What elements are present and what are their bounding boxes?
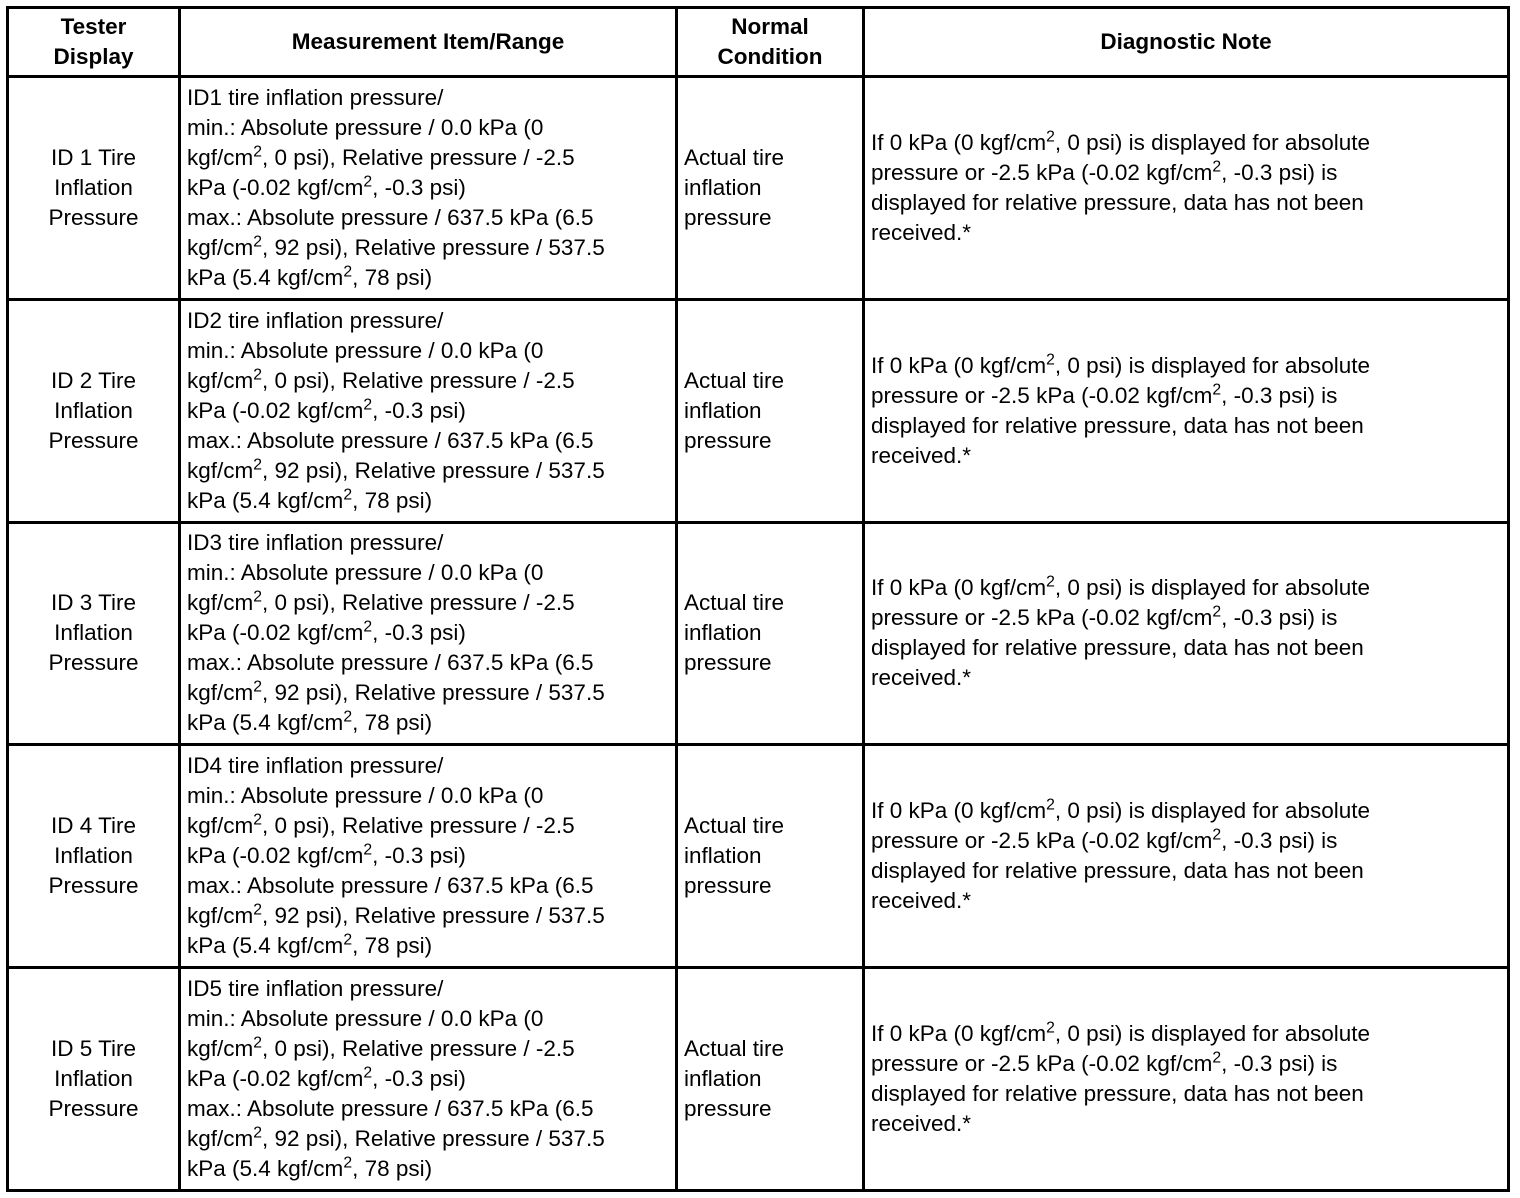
cell-diagnostic-note (864, 522, 1509, 745)
text-line (871, 573, 1497, 603)
header-measurement-item-range: Measurement Item/Range (180, 8, 677, 77)
text-line (187, 751, 667, 781)
text-line (187, 901, 667, 931)
text-segment: , 0 psi), Relative pressure / -2.5 (262, 144, 575, 170)
superscript: 2 (253, 901, 263, 919)
text-segment: , -0.3 psi) is (1221, 828, 1338, 854)
text-line (187, 486, 667, 516)
cell-normal-condition (677, 77, 864, 300)
superscript: 2 (363, 841, 373, 859)
superscript: 2 (1046, 128, 1055, 146)
superscript: 2 (253, 233, 263, 251)
text-line (187, 974, 667, 1004)
text-segment: kgf/cm (187, 144, 254, 170)
text-line: Actual tire (684, 590, 785, 616)
text-line: pressure (684, 650, 772, 676)
text-segment: , -0.3 psi) (372, 174, 466, 200)
text-segment: , 78 psi) (352, 1156, 433, 1182)
text-line: inflation (684, 843, 762, 869)
text-line (187, 263, 667, 293)
text-line (187, 558, 667, 588)
text-segment: pressure or -2.5 kPa (-0.02 kgf/cm (871, 1051, 1213, 1077)
text-segment: received.* (871, 665, 972, 691)
cell-tester-display (8, 77, 180, 300)
text-segment: kPa (-0.02 kgf/cm (187, 174, 364, 200)
superscript: 2 (253, 1034, 263, 1052)
superscript: 2 (1212, 603, 1222, 621)
text-line (871, 128, 1497, 158)
text-segment: kgf/cm (187, 680, 254, 706)
text-segment: ID3 tire inflation pressure/ (187, 530, 444, 556)
table-row (8, 299, 1509, 522)
text-segment: received.* (871, 1111, 972, 1137)
text-line (187, 931, 667, 961)
text-segment: kPa (5.4 kgf/cm (187, 487, 344, 513)
text-segment: , 78 psi) (352, 710, 433, 736)
superscript: 2 (253, 1124, 263, 1142)
text-line: Inflation (54, 1066, 133, 1092)
text-segment: , 0 psi), Relative pressure / -2.5 (262, 813, 575, 839)
text-segment: kPa (-0.02 kgf/cm (187, 620, 364, 646)
superscript: 2 (253, 366, 263, 384)
text-segment: min.: Absolute pressure / 0.0 kPa (0 (187, 560, 544, 586)
text-segment: If 0 kPa (0 kgf/cm (871, 575, 1047, 601)
text-segment: , 92 psi), Relative pressure / 537.5 (262, 234, 605, 260)
superscript: 2 (253, 588, 263, 606)
cell-normal-condition (677, 968, 864, 1191)
text-line: Actual tire (684, 367, 785, 393)
text-line (187, 1124, 667, 1154)
text-line: pressure (684, 1096, 772, 1122)
text-segment: , -0.3 psi) (372, 397, 466, 423)
text-segment: kgf/cm (187, 590, 254, 616)
text-line: Pressure (48, 204, 139, 230)
superscript: 2 (253, 456, 263, 474)
text-line (187, 113, 667, 143)
text-segment: , -0.3 psi) is (1221, 1051, 1338, 1077)
superscript: 2 (253, 811, 263, 829)
text-line (187, 1094, 667, 1124)
text-segment: , -0.3 psi) (372, 620, 466, 646)
text-line (187, 528, 667, 558)
text-line (871, 796, 1497, 826)
text-line: Pressure (48, 1096, 139, 1122)
cell-normal-condition (677, 745, 864, 968)
text-segment: kPa (5.4 kgf/cm (187, 1156, 344, 1182)
text-segment: min.: Absolute pressure / 0.0 kPa (0 (187, 1006, 544, 1032)
text-line (187, 1004, 667, 1034)
text-line: Actual tire (684, 144, 785, 170)
cell-diagnostic-note (864, 968, 1509, 1191)
text-segment: , 92 psi), Relative pressure / 537.5 (262, 457, 605, 483)
text-segment: pressure or -2.5 kPa (-0.02 kgf/cm (871, 828, 1213, 854)
text-line: pressure (684, 204, 772, 230)
text-segment: max.: Absolute pressure / 637.5 kPa (6.5 (187, 650, 594, 676)
cell-diagnostic-note (864, 299, 1509, 522)
text-line (187, 648, 667, 678)
text-segment: , 0 psi) is displayed for absolute (1054, 352, 1370, 378)
text-line: inflation (684, 620, 762, 646)
text-line (871, 886, 1497, 916)
text-segment: If 0 kPa (0 kgf/cm (871, 798, 1047, 824)
text-line: Inflation (54, 397, 133, 423)
cell-measurement-range (180, 299, 677, 522)
table-row (8, 522, 1509, 745)
superscript: 2 (363, 1064, 373, 1082)
text-line (871, 1109, 1497, 1139)
text-segment: displayed for relative pressure, data has not been (871, 189, 1364, 215)
text-segment: , 92 psi), Relative pressure / 537.5 (262, 903, 605, 929)
text-line: Pressure (48, 873, 139, 899)
text-segment: kgf/cm (187, 1036, 254, 1062)
superscript: 2 (253, 678, 263, 696)
text-segment: kgf/cm (187, 234, 254, 260)
text-segment: If 0 kPa (0 kgf/cm (871, 1021, 1047, 1047)
text-segment: received.* (871, 219, 972, 245)
text-segment: kPa (5.4 kgf/cm (187, 710, 344, 736)
text-segment: min.: Absolute pressure / 0.0 kPa (0 (187, 783, 544, 809)
text-line (871, 441, 1497, 471)
text-segment: , -0.3 psi) (372, 1066, 466, 1092)
cell-measurement-range (180, 77, 677, 300)
text-line: Pressure (48, 427, 139, 453)
superscript: 2 (1046, 351, 1055, 369)
text-line (187, 678, 667, 708)
text-line: Pressure (48, 650, 139, 676)
superscript: 2 (363, 173, 373, 191)
cell-tester-display (8, 522, 180, 745)
text-segment: , 0 psi) is displayed for absolute (1054, 575, 1370, 601)
text-line (187, 781, 667, 811)
table-body (8, 77, 1509, 1191)
text-line: ID 2 Tire (50, 367, 137, 393)
text-segment: , -0.3 psi) is (1221, 382, 1338, 408)
text-segment: kgf/cm (187, 813, 254, 839)
table-row (8, 745, 1509, 968)
text-line (187, 841, 667, 871)
text-segment: kPa (-0.02 kgf/cm (187, 397, 364, 423)
text-segment: max.: Absolute pressure / 637.5 kPa (6.5 (187, 427, 594, 453)
text-segment: max.: Absolute pressure / 637.5 kPa (6.5 (187, 204, 594, 230)
text-segment: , -0.3 psi) is (1221, 159, 1338, 185)
superscript: 2 (343, 263, 353, 281)
text-segment: kPa (5.4 kgf/cm (187, 264, 344, 290)
text-segment: displayed for relative pressure, data has not been (871, 1081, 1364, 1107)
superscript: 2 (1046, 1019, 1055, 1037)
superscript: 2 (343, 931, 353, 949)
cell-normal-condition (677, 522, 864, 745)
text-segment: received.* (871, 888, 972, 914)
text-line: Inflation (54, 843, 133, 869)
text-line: ID 3 Tire (50, 590, 137, 616)
text-line (871, 663, 1497, 693)
text-segment: pressure or -2.5 kPa (-0.02 kgf/cm (871, 382, 1213, 408)
text-line: Actual tire (684, 813, 785, 839)
text-segment: , 0 psi), Relative pressure / -2.5 (262, 367, 575, 393)
tire-pressure-data-table (6, 6, 1510, 1192)
header-row (8, 8, 1509, 77)
text-segment: displayed for relative pressure, data has not been (871, 858, 1364, 884)
table-row (8, 77, 1509, 300)
text-line: Inflation (54, 620, 133, 646)
text-line (187, 871, 667, 901)
superscript: 2 (343, 486, 353, 504)
superscript: 2 (1046, 796, 1055, 814)
table-row (8, 968, 1509, 1191)
text-segment: ID1 tire inflation pressure/ (187, 84, 444, 110)
text-line (871, 826, 1497, 856)
superscript: 2 (1212, 826, 1222, 844)
text-line (187, 811, 667, 841)
text-segment: kgf/cm (187, 367, 254, 393)
text-segment: min.: Absolute pressure / 0.0 kPa (0 (187, 337, 544, 363)
superscript: 2 (343, 708, 353, 726)
text-segment: kgf/cm (187, 903, 254, 929)
text-line (187, 588, 667, 618)
text-segment: ID2 tire inflation pressure/ (187, 307, 444, 333)
text-segment: kPa (-0.02 kgf/cm (187, 843, 364, 869)
text-segment: kgf/cm (187, 1126, 254, 1152)
text-segment: pressure or -2.5 kPa (-0.02 kgf/cm (871, 605, 1213, 631)
superscript: 2 (253, 143, 263, 161)
header-normal-condition: Normal Condition (677, 8, 864, 77)
text-line (187, 306, 667, 336)
text-line (187, 708, 667, 738)
text-segment: , 78 psi) (352, 264, 433, 290)
text-line (187, 233, 667, 263)
superscript: 2 (1046, 573, 1055, 591)
text-line (187, 1064, 667, 1094)
text-line: inflation (684, 174, 762, 200)
text-segment: , 0 psi) is displayed for absolute (1054, 129, 1370, 155)
text-line: Actual tire (684, 1036, 785, 1062)
cell-tester-display (8, 299, 180, 522)
text-line (871, 856, 1497, 886)
text-segment: ID4 tire inflation pressure/ (187, 753, 444, 779)
cell-measurement-range (180, 745, 677, 968)
text-line (187, 83, 667, 113)
text-line: ID 4 Tire (50, 813, 137, 839)
cell-diagnostic-note (864, 77, 1509, 300)
text-segment: , 92 psi), Relative pressure / 537.5 (262, 1126, 605, 1152)
text-line (871, 158, 1497, 188)
text-line: ID 1 Tire (50, 144, 137, 170)
text-segment: , 0 psi) is displayed for absolute (1054, 1021, 1370, 1047)
text-line (871, 351, 1497, 381)
text-line (871, 411, 1497, 441)
text-segment: , 0 psi) is displayed for absolute (1054, 798, 1370, 824)
text-line: inflation (684, 1066, 762, 1092)
text-segment: , -0.3 psi) is (1221, 605, 1338, 631)
text-segment: displayed for relative pressure, data has not been (871, 412, 1364, 438)
text-line: ID 5 Tire (50, 1036, 137, 1062)
text-segment: kPa (-0.02 kgf/cm (187, 1066, 364, 1092)
text-segment: If 0 kPa (0 kgf/cm (871, 352, 1047, 378)
text-line (871, 603, 1497, 633)
text-line: pressure (684, 873, 772, 899)
superscript: 2 (1212, 158, 1222, 176)
text-segment: max.: Absolute pressure / 637.5 kPa (6.5 (187, 873, 594, 899)
superscript: 2 (1212, 381, 1222, 399)
cell-normal-condition (677, 299, 864, 522)
text-segment: kPa (5.4 kgf/cm (187, 933, 344, 959)
text-line (187, 456, 667, 486)
text-line (187, 396, 667, 426)
text-segment: ID5 tire inflation pressure/ (187, 976, 444, 1002)
cell-measurement-range (180, 968, 677, 1191)
cell-measurement-range (180, 522, 677, 745)
text-line (187, 336, 667, 366)
text-line (187, 143, 667, 173)
text-segment: , 78 psi) (352, 487, 433, 513)
text-line (187, 1154, 667, 1184)
header-tester-display: Tester Display (8, 8, 180, 77)
text-line (871, 1019, 1497, 1049)
header-diagnostic-note: Diagnostic Note (864, 8, 1509, 77)
text-segment: , 78 psi) (352, 933, 433, 959)
text-line (871, 633, 1497, 663)
text-segment: If 0 kPa (0 kgf/cm (871, 129, 1047, 155)
text-line (187, 426, 667, 456)
text-line (871, 1079, 1497, 1109)
text-segment: , 0 psi), Relative pressure / -2.5 (262, 590, 575, 616)
cell-tester-display (8, 745, 180, 968)
text-line (187, 173, 667, 203)
text-line (871, 218, 1497, 248)
text-segment: pressure or -2.5 kPa (-0.02 kgf/cm (871, 159, 1213, 185)
text-segment: , -0.3 psi) (372, 843, 466, 869)
text-segment: received.* (871, 442, 972, 468)
text-segment: min.: Absolute pressure / 0.0 kPa (0 (187, 114, 544, 140)
superscript: 2 (363, 396, 373, 414)
text-line (871, 188, 1497, 218)
text-line (187, 618, 667, 648)
text-segment: , 92 psi), Relative pressure / 537.5 (262, 680, 605, 706)
text-segment: , 0 psi), Relative pressure / -2.5 (262, 1036, 575, 1062)
cell-diagnostic-note (864, 745, 1509, 968)
text-line: pressure (684, 427, 772, 453)
text-line: Inflation (54, 174, 133, 200)
text-segment: max.: Absolute pressure / 637.5 kPa (6.5 (187, 1096, 594, 1122)
text-segment: displayed for relative pressure, data has not been (871, 635, 1364, 661)
superscript: 2 (363, 618, 373, 636)
text-line (871, 1049, 1497, 1079)
text-line (187, 366, 667, 396)
text-line (871, 381, 1497, 411)
text-line (187, 203, 667, 233)
superscript: 2 (1212, 1049, 1222, 1067)
superscript: 2 (343, 1154, 353, 1172)
cell-tester-display (8, 968, 180, 1191)
text-segment: kgf/cm (187, 457, 254, 483)
text-line: inflation (684, 397, 762, 423)
text-line (187, 1034, 667, 1064)
